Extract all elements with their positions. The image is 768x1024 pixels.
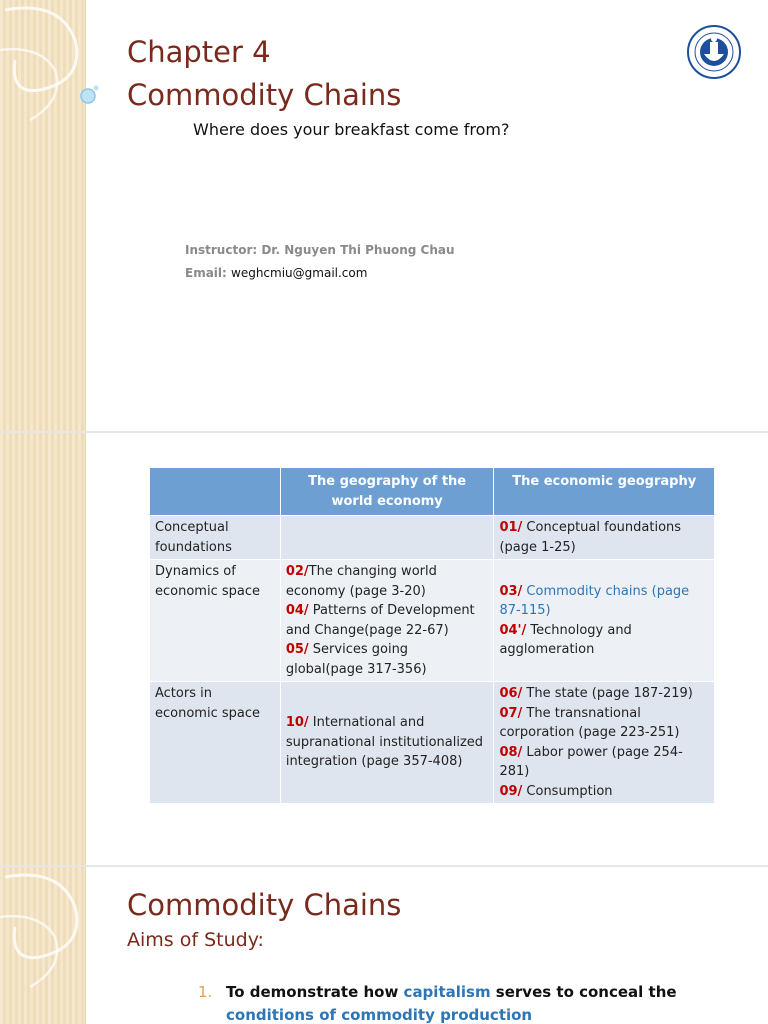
email-label: Email:: [185, 266, 227, 280]
row-label: Conceptual foundations: [150, 516, 281, 560]
table-header-cell: The geography of the world economy: [280, 468, 494, 516]
item-text: International and supranational institutionalized integration (page 357-408): [285, 715, 484, 770]
table-row: [150, 682, 715, 804]
aims-heading: Aims of Study:: [127, 929, 264, 951]
item-number: 07/: [499, 705, 523, 721]
item-text: The changing world economy (page 3-20): [285, 564, 437, 599]
decorative-sidebar: [0, 433, 86, 865]
chapter-heading: Chapter 4: [127, 35, 271, 69]
list-item-number: 1.: [198, 983, 213, 1001]
item-number: 04'/: [499, 622, 527, 638]
item-number: 06/: [499, 686, 523, 701]
table-cell: [280, 516, 494, 560]
item-number: 04/: [285, 603, 309, 618]
item-number: 05/: [285, 642, 309, 657]
row-label: Actors in economic space: [150, 682, 281, 804]
item-text: Patterns of Development and Change(page 22-67): [285, 603, 475, 638]
decorative-swirl-icon: [0, 867, 110, 1024]
slide-subtitle: Where does your breakfast come from?: [193, 120, 510, 139]
row-label: Dynamics of economic space: [150, 560, 281, 682]
slide-2: [0, 433, 768, 865]
email-line: [185, 266, 367, 280]
table-cell: [494, 560, 715, 682]
item-text-highlighted: capitalism: [403, 983, 491, 1001]
item-number: 09/: [499, 783, 523, 799]
item-text: The transnational corporation (page 223-251): [499, 705, 680, 740]
table-header-cell: The economic geography: [494, 468, 715, 516]
table-cell: [494, 516, 715, 560]
slide-1: [0, 0, 768, 431]
item-text: To demonstrate how: [226, 983, 404, 1001]
item-text: The state (page 187-219): [522, 686, 693, 701]
item-text: Consumption: [522, 783, 613, 799]
item-text-highlighted: conditions of commodity production: [226, 1006, 533, 1024]
item-number: 03/: [499, 583, 523, 599]
slide-title: Commodity Chains: [127, 78, 402, 112]
table-row: [150, 516, 715, 560]
item-text: Labor power (page 254-281): [499, 744, 683, 779]
table-cell: [280, 682, 494, 804]
university-logo-icon: [686, 24, 742, 80]
item-text-highlighted: Commodity chains (page 87-115): [499, 583, 690, 618]
table-header-cell: [150, 468, 281, 516]
item-number: 10/: [285, 715, 309, 731]
table-cell: [494, 682, 715, 804]
item-number: 08/: [499, 744, 523, 760]
list-item: [198, 981, 718, 1024]
decorative-swirl-icon: [0, 0, 110, 160]
table-cell: [280, 560, 494, 682]
item-text: Services going global(page 317-356): [285, 642, 427, 677]
course-outline-table: [149, 467, 715, 804]
table-header-row: [150, 468, 715, 516]
email-value: weghcmiu@gmail.com: [231, 266, 368, 280]
item-number: 02/: [285, 564, 309, 579]
item-text: Conceptual foundations (page 1-25): [499, 520, 682, 555]
table-row: [150, 560, 715, 682]
slide-title: Commodity Chains: [127, 888, 402, 922]
slide-3: [0, 867, 768, 1024]
item-text: Technology and agglomeration: [499, 622, 632, 657]
item-number: 01/: [499, 520, 523, 535]
item-text: serves to conceal the: [490, 983, 677, 1001]
instructor-line: Instructor: Dr. Nguyen Thi Phuong Chau: [185, 243, 455, 257]
